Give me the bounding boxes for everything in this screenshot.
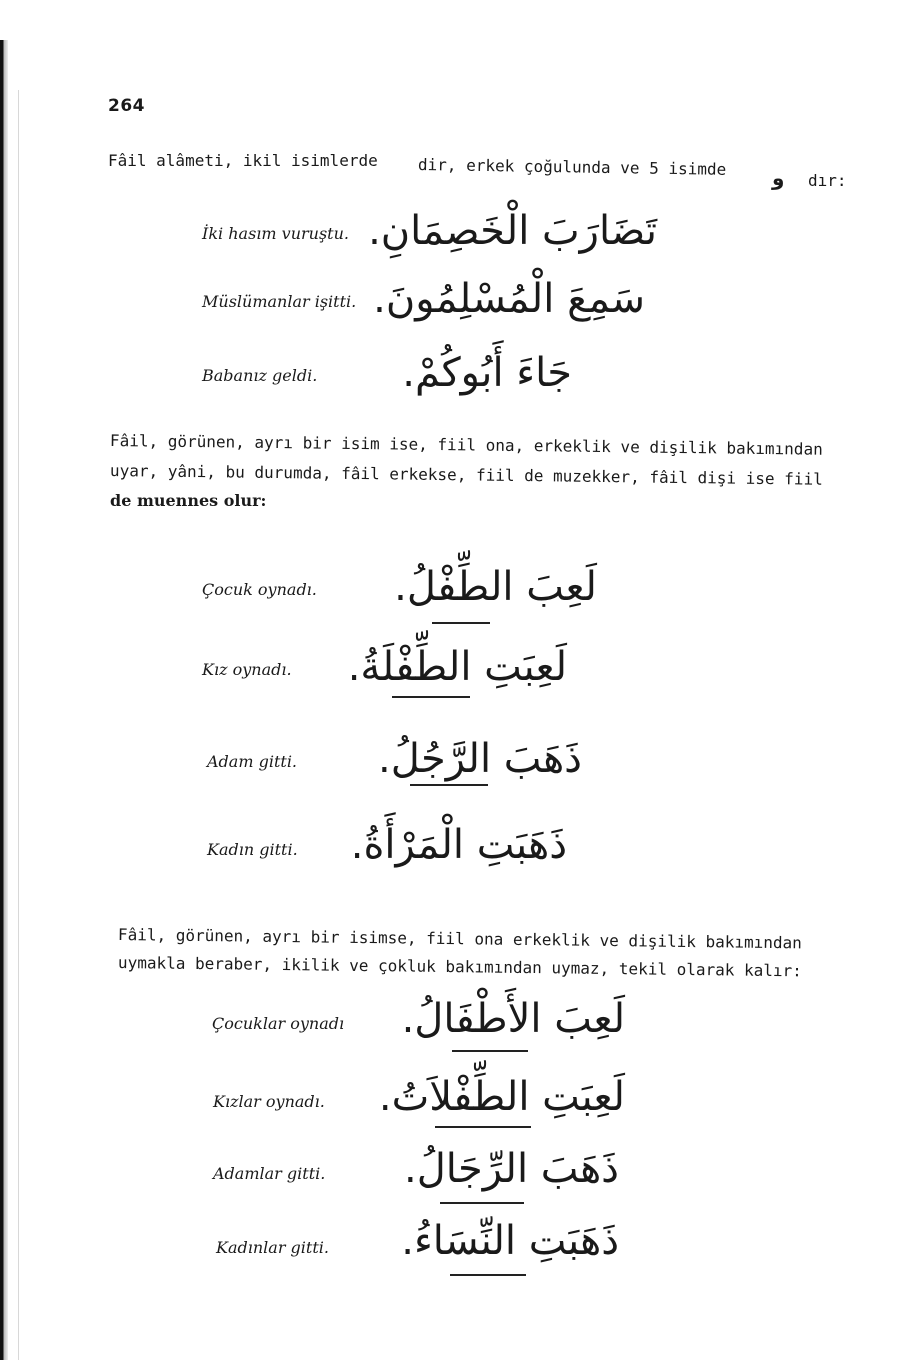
example-translation: İki hasım vuruştu. bbox=[202, 224, 349, 243]
underline bbox=[410, 784, 488, 786]
example-arabic: لَعِبَ الطِّفْلُ. bbox=[394, 564, 597, 610]
example-translation: Çocuk oynadı. bbox=[202, 580, 317, 599]
example-row bbox=[0, 564, 897, 628]
example-arabic: تَضَارَبَ الْخَصِمَانِ. bbox=[368, 208, 657, 254]
example-translation: Kadın gitti. bbox=[207, 840, 298, 859]
example-row bbox=[0, 1074, 897, 1138]
paragraph-1-text-a: Fâil alâmeti, ikil isimlerde bbox=[108, 151, 378, 170]
example-row bbox=[0, 818, 897, 878]
underline bbox=[392, 696, 470, 698]
example-translation: Kızlar oynadı. bbox=[213, 1092, 325, 1111]
example-row bbox=[0, 208, 897, 272]
example-row bbox=[0, 1218, 897, 1282]
example-row bbox=[0, 996, 897, 1060]
example-arabic: ذَهَبَ الرِّجَالُ. bbox=[404, 1146, 619, 1192]
example-translation: Babanız geldi. bbox=[202, 366, 318, 385]
underline bbox=[452, 1050, 528, 1052]
example-translation: Müslümanlar işitti. bbox=[202, 292, 357, 311]
example-translation: Adamlar gitti. bbox=[213, 1164, 326, 1183]
example-arabic: لَعِبَتِ الطِّفْلَةُ. bbox=[347, 644, 567, 690]
example-arabic: ذَهَبَ الرَّجُلُ. bbox=[377, 736, 582, 782]
paragraph-1-text-b: dir, erkek çoğulunda ve 5 isimde bbox=[417, 155, 727, 179]
example-row bbox=[0, 350, 897, 414]
underline bbox=[432, 622, 490, 624]
paragraph-3-line-2: uymakla beraber, ikilik ve çokluk bakımından uymaz, tekil olarak kalır: bbox=[117, 953, 803, 981]
example-arabic: سَمِعَ الْمُسْلِمُونَ. bbox=[373, 276, 645, 322]
example-arabic: لَعِبَتِ الطِّفْلاَتُ. bbox=[378, 1074, 625, 1120]
underline bbox=[435, 1126, 531, 1128]
example-translation: Çocuklar oynadı bbox=[212, 1014, 345, 1033]
underline bbox=[440, 1202, 524, 1204]
paragraph-2-line-1: Fâil, görünen, ayrı bir isim ise, fiil ona, erkeklik ve dişilik bakımından bbox=[109, 431, 823, 459]
paragraph-1-arabic-char: و bbox=[772, 166, 785, 190]
paragraph-2-line-3: de muennes olur: bbox=[110, 491, 267, 510]
example-row bbox=[0, 732, 897, 792]
paragraph-3-line-1: Fâil, görünen, ayrı bir isimse, fiil ona erkeklik ve dişilik bakımından bbox=[117, 925, 803, 953]
example-arabic: ذَهَبَتِ النِّسَاءُ. bbox=[401, 1218, 619, 1264]
page-number: 264 bbox=[108, 96, 145, 116]
paragraph-2-line-2: uyar, yâni, bu durumda, fâil erkekse, fiil de muzekker, fâil dişi ise fiil bbox=[109, 461, 823, 489]
example-row bbox=[0, 1146, 897, 1210]
example-arabic: ذَهَبَتِ الْمَرْأَةُ. bbox=[350, 822, 567, 868]
paragraph-1-text-c: dır: bbox=[808, 171, 847, 190]
example-arabic: جَاءَ أَبُوكُمْ. bbox=[402, 350, 572, 396]
example-translation: Adam gitti. bbox=[207, 752, 298, 771]
example-translation: Kız oynadı. bbox=[202, 660, 292, 679]
example-arabic: لَعِبَ الأَطْفَالُ. bbox=[401, 996, 625, 1042]
example-translation: Kadınlar gitti. bbox=[216, 1238, 329, 1257]
underline bbox=[450, 1274, 526, 1276]
example-row bbox=[0, 276, 897, 340]
example-row bbox=[0, 644, 897, 708]
